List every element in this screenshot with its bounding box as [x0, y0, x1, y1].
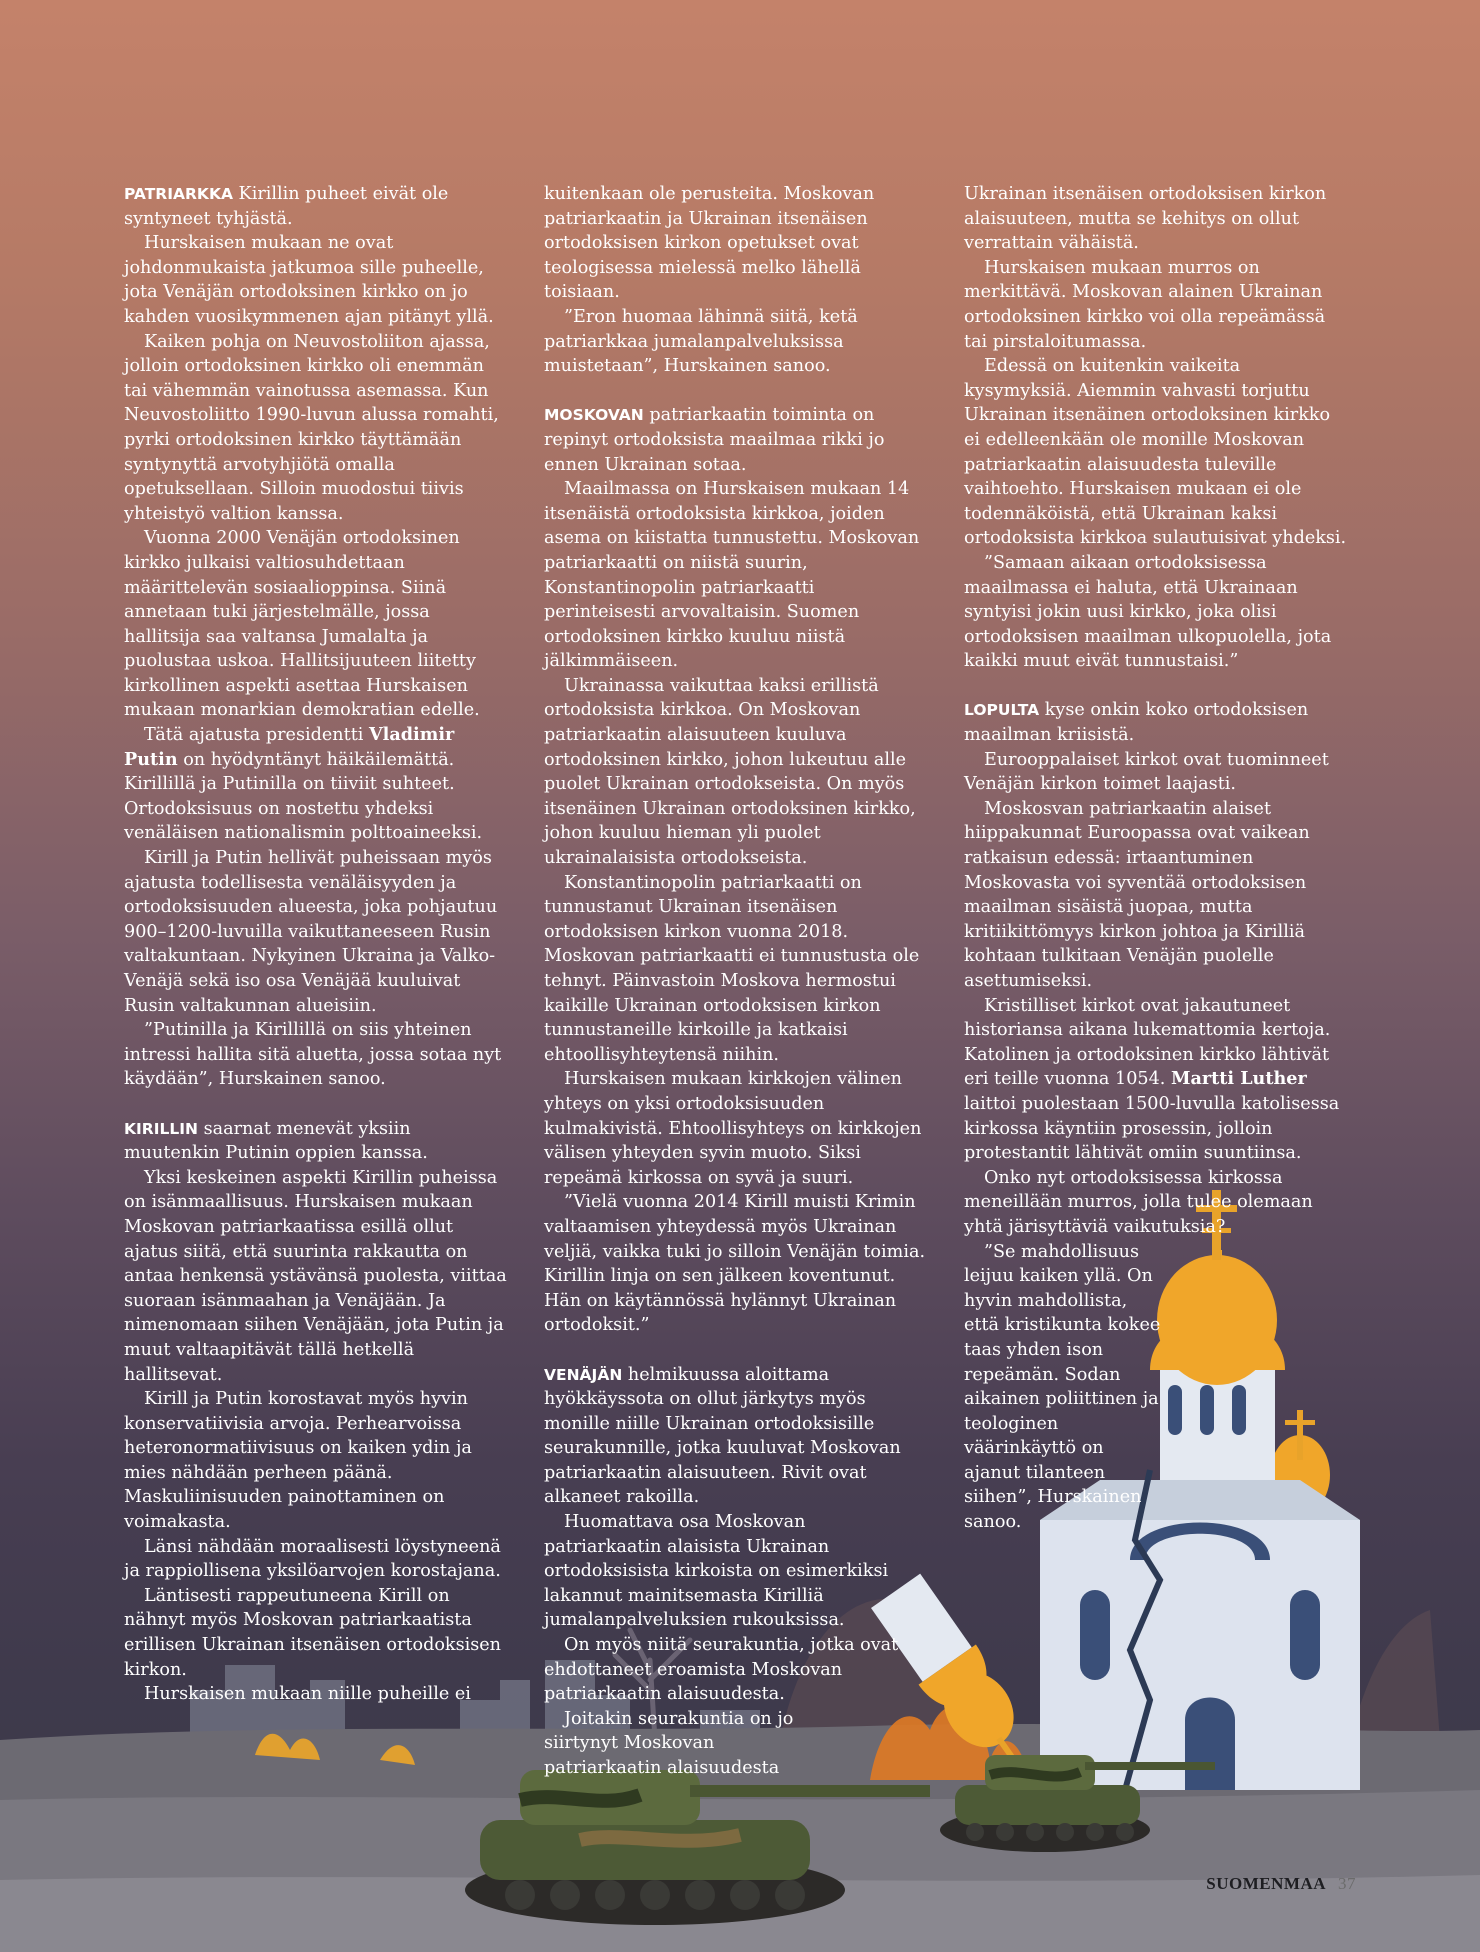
paragraph: Moskosvan patriarkaatin alaiset hiippakunnat Euroopassa ovat vaikean ratkaisun edessä: irtaantuminen Moskovasta voi syventää ortodoksisen maailman sisäistä juopaa, mutta kritiikittömyys kirkon johtoa ja Kirilliä kohtaan tulkitaan Venäjän puolelle asettumiseksi.: [964, 798, 1310, 991]
paragraph: Maailmassa on Hurskaisen mukaan 14 itsenäistä ortodoksista kirkkoa, joiden asema on kiistatta tunnustettu. Moskovan patriarkaatti on niistä suurin, Konstantinopolin patriarkaatti perinteisesti arvovaltaisin. Suomen ortodoksinen kirkko kuuluu niistä jälkimmäiseen.: [544, 479, 920, 672]
paragraph: KIRILLIN saarnat menevät yksiin muutenkin Putinin oppien kanssa.: [124, 1118, 428, 1164]
article-column-2: [544, 182, 928, 1781]
paragraph: ”Eron huomaa lähinnä siitä, ketä patriarkkaa jumalanpalveluksissa muistetaan”, Hurskainen sanoo.: [544, 306, 858, 377]
paragraph: Kaiken pohja on Neuvostoliiton ajassa, jolloin ortodoksinen kirkko oli enemmän tai vähemmän vainotussa asemassa. Kun Neuvostoliitto 1990-luvun alussa romahti, pyrki ortodoksinen kirkko täyttämään syntynyttä arvotyhjiötä omalla opetuksellaan. Silloin muodostui tiivis yhteistyö valtion kanssa.: [124, 331, 499, 524]
page-number: 37: [1338, 1874, 1356, 1893]
paragraph: Joitakin seurakuntia on jo siirtynyt Moskovan patriarkaatin alaisuudesta: [544, 1708, 794, 1778]
paragraph: PATRIARKKA Kirillin puheet eivät ole syntyneet tyhjästä.: [124, 184, 449, 229]
paragraph: ”Vielä vuonna 2014 Kirill muisti Krimin valtaamisen yhteydessä myös Ukrainan veljiä, vaikka tuki jo silloin Venäjän toimia. Kirillin linja on sen jälkeen koventunut. Hän on käytännössä hylännyt Ukrainan ortodoksit.”: [544, 1192, 926, 1336]
paragraph: LOPULTA kyse onkin koko ortodoksisen maailman kriisistä.: [964, 700, 1309, 746]
page-footer: [1206, 1874, 1356, 1894]
paragraph: On myös niitä seurakuntia, jotka ovat ehdottaneet eroamista Moskovan patriarkaatin alaisuudesta.: [544, 1635, 899, 1705]
article-column-3: [964, 182, 1348, 1535]
paragraph: Hurskaisen mukaan kirkkojen välinen yhteys on yksi ortodoksisuuden kulmakivistä. Ehtoollisyhteys on kirkkojen välisen yhteyden syvin muoto. Siksi repeämä kirkossa on syvä ja suuri.: [544, 1069, 922, 1188]
paragraph: Kirill ja Putin hellivät puheissaan myös ajatusta todellisesta venäläisyyden ja ortodoksisuuden alueesta, joka pohjautuu 900–1200-luvuilla vaikuttaneeseen Rusin valtakuntaan. Nykyinen Ukraina ja Valko-Venäjä sekä iso osa Venäjää kuuluivat Rusin valtakunnan alueisiin.: [124, 848, 498, 1016]
paragraph: Hurskaisen mukaan murros on merkittävä. Moskovan alainen Ukrainan ortodoksinen kirkko voi olla repeämässä tai pirstaloitumassa.: [964, 257, 1326, 352]
paragraph: Läntisesti rappeutuneena Kirill on nähnyt myös Moskovan patriarkaatista erillisen Ukrainan itsenäisen ortodoksisen kirkon.: [124, 1585, 502, 1680]
paragraph: Ukrainan itsenäisen ortodoksisen kirkon alaisuuteen, mutta se kehitys on ollut verrattain vähäistä.: [964, 184, 1327, 254]
paragraph: Hurskaisen mukaan niille puheille ei: [144, 1684, 471, 1705]
paragraph: Eurooppalaiset kirkot ovat tuominneet Venäjän kirkon toimet laajasti.: [964, 749, 1329, 795]
closing-quote: ”Se mahdollisuus leijuu kaiken yllä. On hyvin mahdollista, että kristikunta kokee taas yhden ison repeämän. Sodan aikainen poliittinen ja teologinen väärinkäyttö on ajanut tilanteen siihen”, Hurskainen sanoo.: [964, 1241, 1161, 1533]
paragraph: VENÄJÄN helmikuussa aloittama hyökkäyssota on ollut järkytys myös monille niille Ukrainan ortodoksisille seurakunnille, jotka kuuluvat Moskovan patriarkaatin alaisuuteen. Rivit ovat alkaneet rakoilla.: [544, 1364, 901, 1508]
paragraph: Ukrainassa vaikuttaa kaksi erillistä ortodoksista kirkkoa. On Moskovan patriarkaatin alaisuuteen kuuluva ortodoksinen kirkko, johon lukeutuu alle puolet Ukrainan ortodokseista. On myös itsenäinen Ukrainan ortodoksinen kirkko, johon kuuluu hieman yli puolet ukrainalaisista ortodokseista.: [544, 675, 916, 869]
paragraph: kuitenkaan ole perusteita. Moskovan patriarkaatin ja Ukrainan itsenäisen ortodoksisen kirkon opetukset ovat teologisessa mielessä melko lähellä toisiaan.: [544, 184, 875, 303]
paragraph: Yksi keskeinen aspekti Kirillin puheissa on isänmaallisuus. Hurskaisen mukaan Moskovan patriarkaatissa esillä ollut ajatus siitä, että suurinta rakkautta on antaa henkensä ystävänsä puolesta, viittaa suoraan isänmaahan ja Venäjään. Ja nimenomaan siihen Venäjään, jota Putin ja muut valtaapitävät tällä hetkellä hallitsevat.: [124, 1167, 507, 1385]
paragraph: Huomattava osa Moskovan patriarkaatin alaisista Ukrainan ortodoksisista kirkoista on esimerkiksi lakannut mainitsemasta Kirilliä jumalanpalveluksien rukouksissa.: [544, 1512, 889, 1631]
paragraph: Länsi nähdään moraalisesti löystyneenä ja rappiollisena yksilöarvojen korostajana.: [124, 1536, 501, 1582]
paragraph: Onko nyt ortodoksisessa kirkossa meneillään murros, jolla tulee olemaan yhtä järisyttäviä vaikutuksia?: [964, 1167, 1313, 1237]
paragraph: ”Putinilla ja Kirillillä on siis yhteinen intressi hallita sitä aluetta, jossa sotaa nyt käydään”, Hurskainen sanoo.: [124, 1020, 502, 1090]
paragraph: MOSKOVAN patriarkaatin toiminta on repinyt ortodoksista maailmaa rikki jo ennen Ukrainan sotaa.: [544, 405, 885, 475]
paragraph: Vuonna 2000 Venäjän ortodoksinen kirkko julkaisi valtiosuhdettaan määrittelevän sosiaalioppinsa. Siinä annetaan tuki järjestelmälle, jossa hallitsija saa valtansa Jumalalta ja puolustaa uskoa. Hallitsijuuteen liitetty kirkollinen aspekti asettaa Hurskaisen mukaan monarkian demokratian edelle.: [124, 528, 480, 721]
paragraph: Kirill ja Putin korostavat myös hyvin konservatiivisia arvoja. Perhearvoissa heteronormatiivisuus on kaiken ydin ja mies nähdään perheen päänä. Maskuliinisuuden painottaminen on voimakasta.: [124, 1389, 472, 1533]
article-column-1: [124, 182, 508, 1707]
paragraph: Kristilliset kirkot ovat jakautuneet historiansa aikana lukemattomia kertoja. Katolinen ja ortodoksinen kirkko lähtivät eri teille vuonna 1054. Martti Luther laittoi puolestaan 1500-luvulla katolisessa kirkossa käyntiin prosessin, jolloin protestantit lähtivät omiin suuntiinsa.: [964, 995, 1340, 1164]
paragraph: Tätä ajatusta presidentti Vladimir Putin on hyödyntänyt häikäilemättä. Kirillillä ja Putinilla on tiiviit suhteet. Ortodoksisuus on nostettu yhdeksi venäläisen nationalismin polttoaineeksi.: [124, 724, 483, 844]
paragraph: Hurskaisen mukaan ne ovat johdonmukaista jatkumoa sille puheelle, jota Venäjän ortodoksinen kirkko on jo kahden vuosikymmenen ajan pitänyt yllä.: [124, 233, 494, 327]
paragraph: Edessä on kuitenkin vaikeita kysymyksiä. Aiemmin vahvasti torjuttu Ukrainan itsenäinen ortodoksinen kirkko ei edelleenkään ole monille Moskovan patriarkaatin alaisuudesta tuleville vaihtoehto. Hurskaisen mukaan ei ole todennäköistä, että Ukrainan kaksi ortodoksista kirkkoa sulautuisivat yhdeksi.: [964, 356, 1347, 549]
paragraph: Konstantinopolin patriarkaatti on tunnustanut Ukrainan itsenäisen ortodoksisen kirkon vuonna 2018. Moskovan patriarkaatti ei tunnustusta ole tehnyt. Päinvastoin Moskova hermostui kaikille Ukrainan ortodoksisen kirkon tunnustaneille kirkoille ja katkaisi ehtoollisyhteytensä niihin.: [544, 872, 920, 1065]
paragraph: ”Samaan aikaan ortodoksisessa maailmassa ei haluta, että Ukrainaan syntyisi jokin uusi kirkko, joka olisi ortodoksisen maailman ulkopuolella, jota kaikki muut eivät tunnustaisi.”: [964, 552, 1332, 672]
publication-name: SUOMENMAA: [1206, 1874, 1326, 1893]
